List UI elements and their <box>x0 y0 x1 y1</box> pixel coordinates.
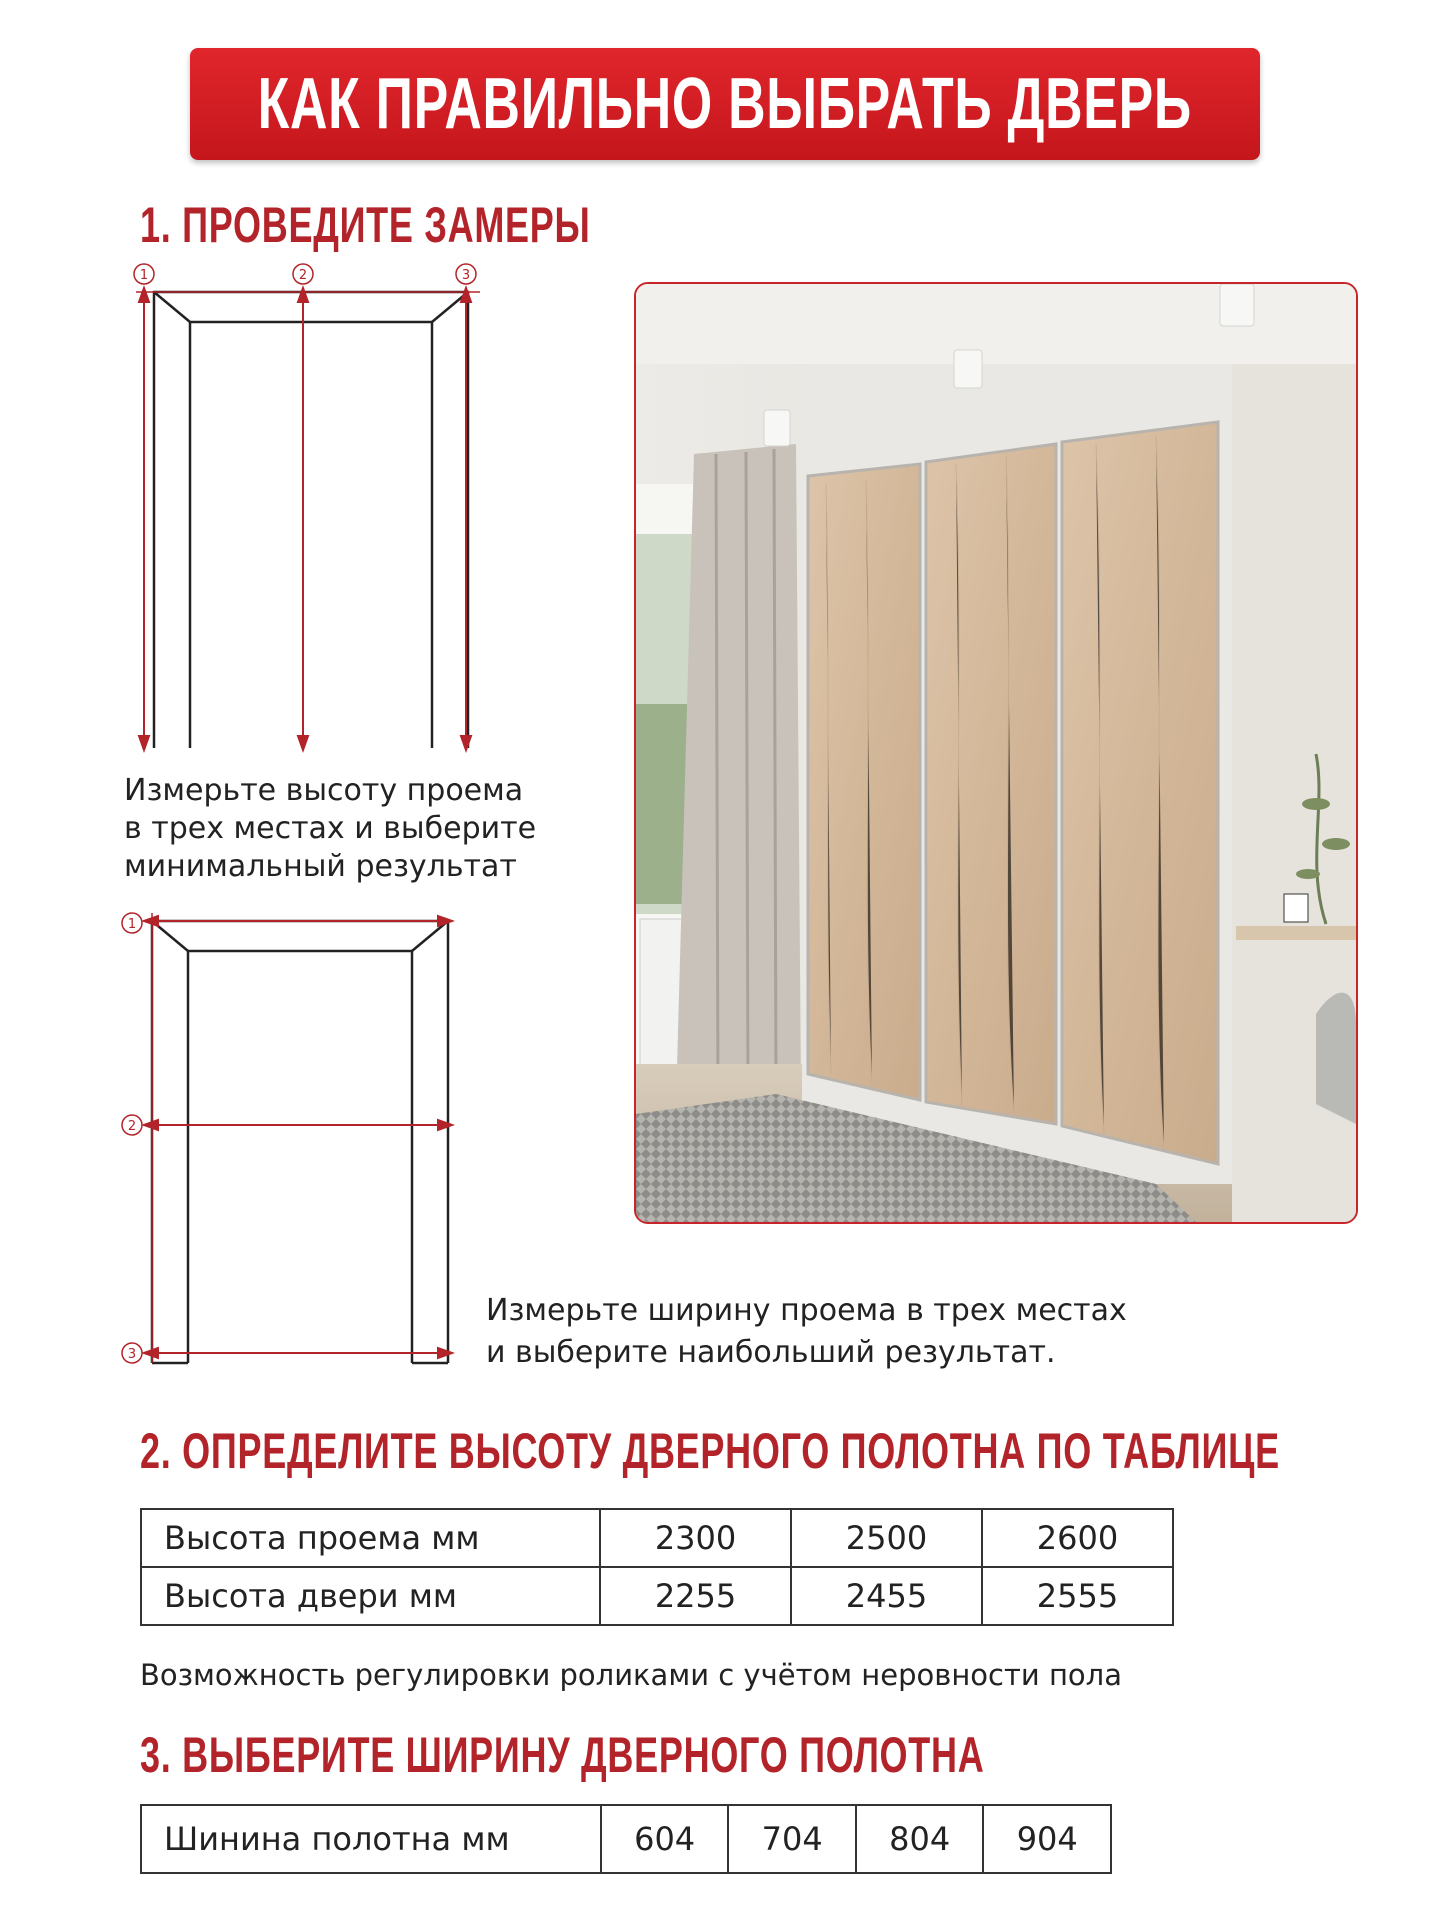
width-table <box>140 1804 1112 1874</box>
marker-3: 3 <box>461 268 471 283</box>
marker-3: 3 <box>127 1347 137 1362</box>
title-banner <box>190 48 1260 160</box>
table-cell: 704 <box>728 1805 856 1873</box>
table-row <box>141 1509 1173 1567</box>
width-measure-diagram <box>118 905 458 1365</box>
marker-2: 2 <box>298 268 308 283</box>
table-row <box>141 1567 1173 1625</box>
page-title: КАК ПРАВИЛЬНО ВЫБРАТЬ ДВЕРЬ <box>257 64 1193 144</box>
step3-heading: 3. ВЫБЕРИТЕ ШИРИНУ ДВЕРНОГО ПОЛОТНА <box>140 1727 985 1783</box>
height-note <box>124 772 536 886</box>
door-panel <box>808 464 920 1100</box>
table-cell: 804 <box>856 1805 984 1873</box>
table-cell: 2300 <box>600 1509 791 1567</box>
marker-2: 2 <box>127 1119 137 1134</box>
interior-photo <box>636 284 1356 1222</box>
height-measure-diagram <box>128 262 488 762</box>
frame-outer <box>154 292 468 748</box>
table-cell: 2500 <box>791 1509 982 1567</box>
width-note-line: Измерьте ширину проема в трех местах <box>486 1293 1127 1328</box>
table-cell: 904 <box>983 1805 1111 1873</box>
wardrobe-photo <box>634 282 1358 1224</box>
width-note-line: и выберите наибольший результат. <box>486 1335 1056 1370</box>
frame-inner <box>188 951 412 1363</box>
table-cell: 2600 <box>982 1509 1173 1567</box>
table-row <box>141 1805 1111 1873</box>
height-note-line: Измерьте высоту проема <box>124 773 524 808</box>
row-label: Шинина полотна мм <box>141 1805 601 1873</box>
height-note-line: минимальный результат <box>124 849 517 884</box>
height-note-line: в трех местах и выберите <box>124 811 537 846</box>
frame-outer <box>152 921 448 1363</box>
step1-heading: 1. ПРОВЕДИТЕ ЗАМЕРЫ <box>140 197 591 253</box>
row-label: Высота проема мм <box>141 1509 600 1567</box>
table-cell: 2255 <box>600 1567 791 1625</box>
door-panel <box>1062 422 1218 1164</box>
table-cell: 604 <box>601 1805 729 1873</box>
roller-note: Возможность регулировки роликами с учётом неровности пола <box>140 1658 1122 1692</box>
marker-1: 1 <box>127 917 137 932</box>
height-table <box>140 1508 1174 1626</box>
door-panel <box>926 444 1056 1124</box>
row-label: Высота двери мм <box>141 1567 600 1625</box>
width-note <box>486 1290 1127 1374</box>
table-cell: 2555 <box>982 1567 1173 1625</box>
table-cell: 2455 <box>791 1567 982 1625</box>
marker-1: 1 <box>139 268 149 283</box>
step2-heading: 2. ОПРЕДЕЛИТЕ ВЫСОТУ ДВЕРНОГО ПОЛОТНА ПО ТАБЛИЦЕ <box>140 1423 1280 1479</box>
frame-inner <box>190 322 432 748</box>
